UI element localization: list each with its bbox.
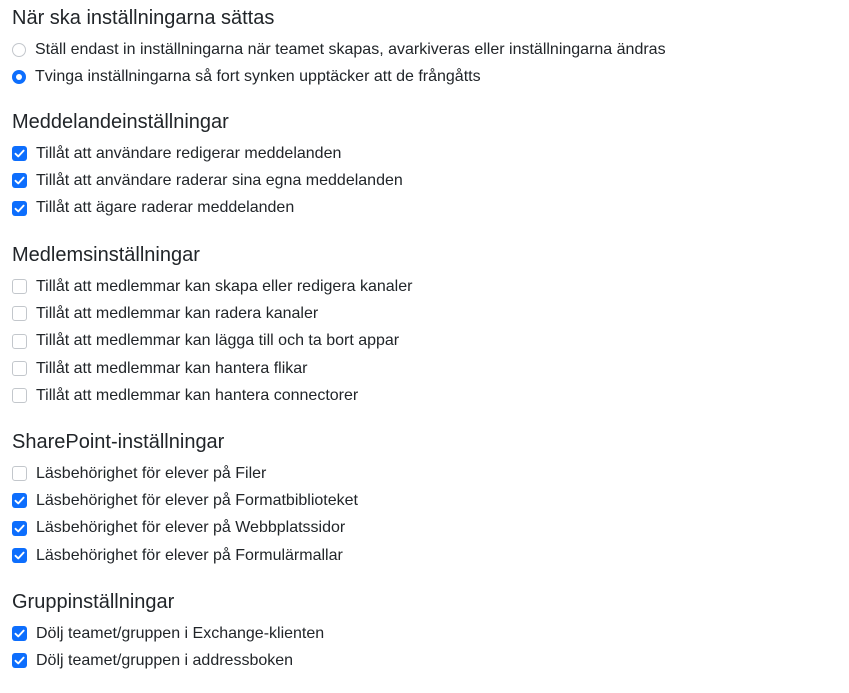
section-sharepoint-settings (12, 426, 358, 569)
checkbox-option-read-files[interactable] (12, 460, 358, 487)
checkbox-label: Dölj teamet/gruppen i addressboken (36, 651, 294, 669)
section-heading: Meddelandeinställningar (12, 111, 229, 133)
checkbox-option-hide-addressbook[interactable] (12, 647, 324, 674)
checkbox-option-delete-channels[interactable] (12, 300, 412, 327)
checkbox[interactable] (12, 279, 27, 294)
radio-label: Tvinga inställningarna så fort synken upptäcker att de frångåtts (35, 67, 481, 85)
checkbox-option-hide-exchange[interactable] (12, 620, 324, 647)
checkbox-label: Läsbehörighet för elever på Formulärmallar (36, 546, 343, 564)
checkbox-label: Läsbehörighet för elever på Webbplatssidor (36, 519, 346, 537)
radio-option-enforce[interactable] (12, 63, 666, 90)
checkbox-label: Tillåt att medlemmar kan skapa eller redigera kanaler (36, 277, 413, 295)
checkbox-option-delete-own-messages[interactable] (12, 167, 403, 194)
checkbox[interactable] (12, 493, 27, 508)
checkbox-label: Tillåt att användare redigerar meddelanden (36, 144, 342, 162)
checkbox-option-read-site-pages[interactable] (12, 515, 358, 542)
checkbox-option-manage-connectors[interactable] (12, 382, 412, 409)
section-message-settings (12, 106, 403, 222)
checkbox[interactable] (12, 146, 27, 161)
section-heading: SharePoint-inställningar (12, 431, 225, 453)
checkbox-label: Tillåt att medlemmar kan radera kanaler (36, 304, 319, 322)
checkbox-option-owners-delete-messages[interactable] (12, 195, 403, 222)
checkbox-option-create-channels[interactable] (12, 273, 412, 300)
checkbox[interactable] (12, 334, 27, 349)
checkbox[interactable] (12, 361, 27, 376)
checkbox-label: Tillåt att medlemmar kan lägga till och ta bort appar (36, 332, 400, 350)
radio-button[interactable] (12, 43, 26, 57)
checkbox-label: Dölj teamet/gruppen i Exchange-klienten (36, 624, 325, 642)
checkbox-option-manage-apps[interactable] (12, 328, 412, 355)
radio-button[interactable] (12, 70, 26, 84)
checkbox-label: Tillåt att medlemmar kan hantera connectorer (36, 386, 359, 404)
checkbox-option-read-form-templates[interactable] (12, 542, 358, 569)
checkbox[interactable] (12, 173, 27, 188)
radio-label: Ställ endast in inställningarna när teamet skapas, avarkiveras eller inställningarna ändras (35, 40, 666, 58)
checkbox[interactable] (12, 626, 27, 641)
checkbox[interactable] (12, 548, 27, 563)
checkbox[interactable] (12, 388, 27, 403)
checkbox-label: Tillåt att ägare raderar meddelanden (36, 199, 295, 217)
checkbox-label: Läsbehörighet för elever på Formatbiblioteket (36, 491, 358, 509)
section-heading: Medlemsinställningar (12, 244, 200, 266)
radio-option-on-change[interactable] (12, 36, 666, 63)
checkbox-label: Tillåt att användare raderar sina egna meddelanden (36, 171, 403, 189)
checkbox-label: Läsbehörighet för elever på Filer (36, 464, 267, 482)
checkbox[interactable] (12, 466, 27, 481)
checkbox[interactable] (12, 521, 27, 536)
checkbox[interactable] (12, 201, 27, 216)
section-heading: När ska inställningarna sättas (12, 7, 275, 29)
checkbox-option-manage-tabs[interactable] (12, 355, 412, 382)
checkbox-label: Tillåt att medlemmar kan hantera flikar (36, 359, 308, 377)
checkbox-option-edit-messages[interactable] (12, 140, 403, 167)
section-member-settings (12, 239, 412, 409)
checkbox[interactable] (12, 306, 27, 321)
section-heading: Gruppinställningar (12, 591, 175, 613)
checkbox-option-read-style-library[interactable] (12, 487, 358, 514)
section-apply-settings (12, 2, 666, 91)
checkbox[interactable] (12, 653, 27, 668)
section-group-settings (12, 586, 324, 675)
